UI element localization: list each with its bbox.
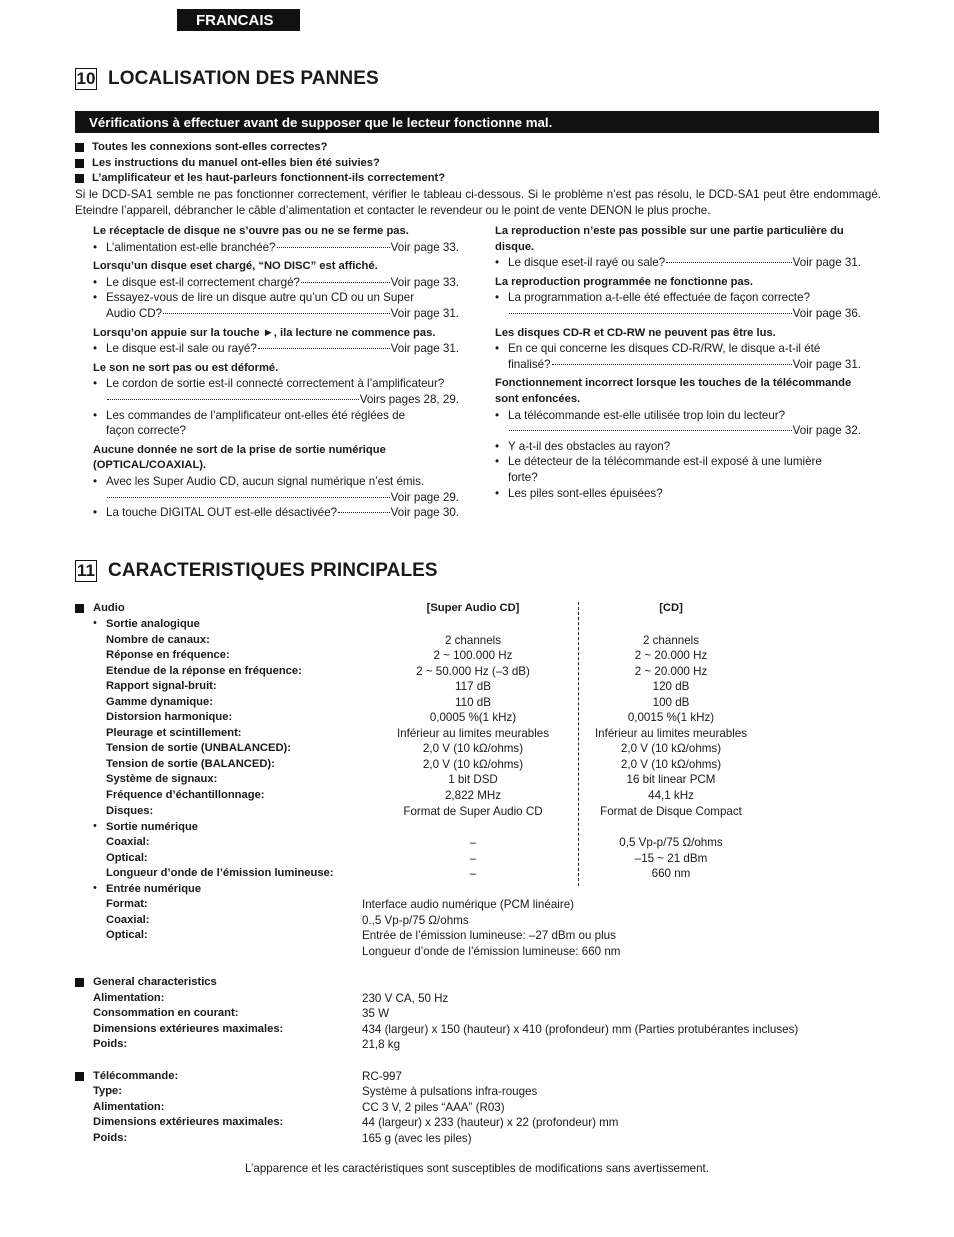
dot-leader <box>107 399 359 400</box>
spec-value: Système à pulsations infra-rouges <box>362 1085 538 1098</box>
problem-heading: La reproduction programmée ne fonctionne pas. <box>495 275 753 288</box>
sacd-value: 0,0005 %(1 kHz) <box>429 711 517 725</box>
page-reference-line <box>106 275 459 291</box>
page-reference: Voirs pages 28, 29. <box>359 392 459 406</box>
check-bullet <box>93 505 459 521</box>
spec-label: Type: <box>93 1085 123 1097</box>
check-item: Toutes les connexions sont-elles correctes? <box>75 140 881 156</box>
sacd-value: – <box>469 851 477 865</box>
check-text: • L’alimentation est-elle branchée? <box>106 240 276 254</box>
page-reference: Voir page 29. <box>390 490 459 504</box>
check-bullet <box>93 275 459 291</box>
sacd-value: 2,0 V (10 kΩ/ohms) <box>422 742 524 756</box>
page-reference-line <box>106 240 459 256</box>
square-bullet-icon <box>75 604 84 613</box>
page-reference: Voir page 31. <box>792 357 861 371</box>
cd-value: 660 nm <box>651 867 691 881</box>
square-bullet-icon <box>75 143 84 152</box>
check-item: Les instructions du manuel ont-elles bien été suivies? <box>75 156 881 172</box>
sacd-value: 1 bit DSD <box>448 773 498 787</box>
digital-output-heading: Sortie numérique <box>106 820 199 833</box>
page-reference-line <box>106 505 459 521</box>
page-reference: Voir page 31. <box>390 342 459 356</box>
spec-label: Etendue de la réponse en fréquence: <box>106 664 302 677</box>
troubleshooting-banner: Vérifications à effectuer avant de supposer que le lecteur fonctionne mal. <box>75 111 879 133</box>
cd-value: 2 channels <box>642 633 700 647</box>
page-reference-line <box>106 490 459 506</box>
square-bullet-icon <box>75 978 84 987</box>
check-bullet <box>495 341 861 372</box>
spec-value: 0.,5 Vp-p/75 Ω/ohms <box>362 913 469 927</box>
page-reference-line <box>508 255 861 271</box>
check-text: • Y a-t-il des obstacles au rayon? <box>508 439 671 453</box>
cd-value: 0,0015 %(1 kHz) <box>627 711 715 725</box>
problem-heading: Aucune donnée ne sort de la prise de sortie numérique (OPTICAL/COAXIAL). <box>93 443 386 472</box>
check-bullet <box>495 408 861 439</box>
analog-output-heading: Sortie analogique <box>106 618 200 630</box>
remote-model: RC-997 <box>362 1069 402 1083</box>
check-bullet <box>495 486 861 502</box>
problem-heading: Lorsqu’on appuie sur la touche ►, ila lecture ne commence pas. <box>93 326 436 339</box>
check-text: • Les piles sont-elles épuisées? <box>508 486 663 500</box>
cd-value: 2,0 V (10 kΩ/ohms) <box>620 742 722 756</box>
spec-label: Poids: <box>93 1038 128 1051</box>
problem-heading: Les disques CD-R et CD-RW ne peuvent pas être lus. <box>495 326 776 339</box>
section-number: 11 <box>75 560 97 582</box>
spec-label: Fréquence d’échantillonnage: <box>106 789 265 801</box>
spec-label: Rapport signal-bruit: <box>106 680 217 693</box>
digital-input-heading: Entrée numérique <box>106 882 202 895</box>
dot-leader <box>509 313 792 314</box>
troubleshooting-group <box>93 224 459 255</box>
check-bullet <box>93 341 459 357</box>
sacd-column-header: [Super Audio CD] <box>426 602 520 614</box>
dot-leader <box>107 497 390 498</box>
check-bullet <box>93 376 459 407</box>
check-text: Audio CD? <box>106 306 163 320</box>
spec-label: Disques: <box>106 804 154 817</box>
sacd-value: Format de Super Audio CD <box>403 804 543 818</box>
check-bullet <box>93 474 459 505</box>
bullet-icon: • <box>93 881 97 894</box>
check-bullet <box>93 240 459 256</box>
spec-value: Entrée de l’émission lumineuse: –27 dBm ou plus <box>362 929 616 943</box>
check-bullet <box>495 290 861 321</box>
problem-heading: Fonctionnement incorrect lorsque les touches de la télécommande sont enfoncées. <box>495 377 852 405</box>
troubleshooting-group <box>495 376 861 501</box>
spec-label: Coaxial: <box>106 836 150 848</box>
cd-value: 2,0 V (10 kΩ/ohms) <box>620 757 722 771</box>
cd-value: Format de Disque Compact <box>600 804 742 818</box>
square-bullet-icon <box>75 174 84 183</box>
dot-leader <box>258 348 390 349</box>
cd-value: 2 ~ 20.000 Hz <box>634 649 708 663</box>
square-bullet-icon <box>75 1072 84 1081</box>
section-10-header <box>75 68 379 90</box>
troubleshooting-group <box>93 361 459 439</box>
page-reference-line <box>106 341 459 357</box>
spec-label: Système de signaux: <box>106 773 218 786</box>
spec-label: Tension de sortie (BALANCED): <box>106 757 275 770</box>
sacd-value: – <box>469 867 477 881</box>
troubleshooting-group <box>495 326 861 373</box>
spec-value: 434 (largeur) x 150 (hauteur) x 410 (profondeur) mm (Parties protubérantes incluses) <box>362 1022 799 1036</box>
spec-value: Interface audio numérique (PCM linéaire) <box>362 898 575 911</box>
dot-leader <box>277 247 390 248</box>
spec-value: 165 g (avec les piles) <box>362 1131 472 1145</box>
audio-heading: Audio <box>93 602 125 614</box>
check-text: • Le détecteur de la télécommande est-il exposé à une lumière <box>508 455 822 469</box>
troubleshooting-group <box>93 259 459 321</box>
spec-label: Dimensions extérieures maximales: <box>93 1116 284 1129</box>
troubleshooting-group <box>495 224 861 271</box>
column-divider <box>578 602 579 886</box>
spec-label: Réponse en fréquence: <box>106 649 230 662</box>
spec-label: Alimentation: <box>93 991 165 1004</box>
troubleshooting-group <box>495 275 861 322</box>
spec-label: Distorsion harmonique: <box>106 711 233 724</box>
footer-note: L’apparence et les caractéristiques sont susceptibles de modifications sans avertissement. <box>245 1162 709 1175</box>
check-text: • Essayez-vous de lire un disque autre qu’un CD ou un Super <box>106 291 415 305</box>
spec-value: 35 W <box>362 1007 390 1021</box>
spec-value: Longueur d’onde de l’émission lumineuse: 660 nm <box>362 944 621 958</box>
cd-value: 120 dB <box>652 680 690 694</box>
section-number: 10 <box>76 69 96 88</box>
bullet-icon: • <box>93 819 97 832</box>
sacd-value: 2,822 MHz <box>444 789 502 802</box>
check-text: • Le disque est-il sale ou rayé? <box>106 342 257 356</box>
check-bullet <box>495 255 861 271</box>
bullet-icon: • <box>93 617 97 629</box>
page-reference: Voir page 31. <box>390 306 459 320</box>
spec-label: Consommation en courant: <box>93 1007 239 1020</box>
troubleshooting-right-column <box>495 224 861 505</box>
check-text: • La télécommande est-elle utilisée trop loin du lecteur? <box>508 408 786 422</box>
cd-value: 16 bit linear PCM <box>626 773 716 787</box>
check-text: • La programmation a-t-elle été effectuée de façon correcte? <box>508 291 811 305</box>
check-text: • En ce qui concerne les disques CD-R/RW, le disque a-t-il été <box>508 342 821 356</box>
sacd-value: 117 dB <box>455 680 491 694</box>
spec-label: Gamme dynamique: <box>106 695 213 708</box>
spec-label: Alimentation: <box>93 1100 165 1113</box>
spec-label: Nombre de canaux: <box>106 633 210 646</box>
cd-value: –15 ~ 21 dBm <box>634 851 708 865</box>
spec-label: Tension de sortie (UNBALANCED): <box>106 742 292 755</box>
page-reference-line <box>106 306 459 322</box>
check-text: • Les commandes de l’amplificateur ont-elles été réglées de <box>106 408 406 422</box>
spec-value: 21,8 kg <box>362 1038 401 1052</box>
cd-value: Inférieur au limites meurables <box>594 726 748 740</box>
page-reference: Voir page 33. <box>390 275 459 289</box>
sacd-value: Inférieur au limites meurables <box>396 726 550 740</box>
sacd-value: 110 dB <box>455 695 491 709</box>
spec-value: CC 3 V, 2 piles “AAA” (R03) <box>362 1100 505 1114</box>
sacd-value: – <box>469 836 477 849</box>
check-bullet <box>93 408 459 439</box>
check-text: • Le disque est-il correctement chargé? <box>106 275 300 289</box>
preliminary-checks <box>75 140 881 219</box>
check-text: • Le disque eset-il rayé ou sale? <box>508 256 666 270</box>
spec-label: Longueur d’onde de l’émission lumineuse: <box>106 867 334 880</box>
check-text: forte? <box>508 470 538 484</box>
square-bullet-icon <box>75 159 84 168</box>
check-text: finalisé? <box>508 357 551 371</box>
section-11-header <box>75 560 438 582</box>
check-text: • Le cordon de sortie est-il connecté correctement à l’amplificateur? <box>106 377 445 391</box>
check-bullet <box>93 290 459 321</box>
dot-leader <box>163 313 390 314</box>
troubleshooting-group <box>93 326 459 357</box>
language-tab: FRANCAIS <box>177 9 300 31</box>
check-text: • Avec les Super Audio CD, aucun signal numérique n’est émis. <box>106 474 425 488</box>
page-reference: Voir page 32. <box>792 424 861 438</box>
spec-value: 44 (largeur) x 233 (hauteur) x 22 (profondeur) mm <box>362 1116 619 1130</box>
page-reference-line <box>508 423 861 439</box>
page-reference: Voir page 33. <box>390 240 459 254</box>
cd-value: 100 dB <box>652 695 690 709</box>
page-reference: Voir page 36. <box>792 306 861 320</box>
dot-leader <box>301 282 390 283</box>
troubleshooting-left-column <box>93 224 459 525</box>
cd-value: 44,1 kHz <box>648 789 694 802</box>
check-bullet <box>495 454 861 485</box>
spec-label: Dimensions extérieures maximales: <box>93 1022 284 1035</box>
page-reference-line <box>106 392 459 408</box>
sacd-value: 2 ~ 50.000 Hz (–3 dB) <box>416 664 530 678</box>
remote-heading: Télécommande: <box>93 1069 179 1082</box>
section-title: LOCALISATION DES PANNES <box>108 68 379 89</box>
cd-value: 0,5 Vp-p/75 Ω/ohms <box>619 836 723 849</box>
check-bullet <box>495 439 861 455</box>
cd-value: 2 ~ 20.000 Hz <box>634 664 708 678</box>
page-reference: Voir page 31. <box>792 256 861 270</box>
problem-heading: Lorsqu’un disque eset chargé, “NO DISC” est affiché. <box>93 260 378 273</box>
sacd-value: 2 channels <box>444 633 502 647</box>
page-reference-line <box>508 306 861 322</box>
spec-label: Coaxial: <box>106 913 150 926</box>
dot-leader <box>552 364 792 365</box>
check-item: L’amplificateur et les haut-parleurs fonctionnent-ils correctement? <box>75 171 881 187</box>
spec-value: 230 V CA, 50 Hz <box>362 991 449 1005</box>
problem-heading: Le son ne sort pas ou est déformé. <box>93 361 279 374</box>
sacd-value: 2,0 V (10 kΩ/ohms) <box>422 757 524 771</box>
dot-leader <box>338 512 390 513</box>
intro-paragraph: Si le DCD-SA1 semble ne pas fonctionner correctement, vérifier le tableau ci-dessous. Si le problème n’est pas résolu, le DCD-SA1 peut être endommagé. Eteindre l’appareil, débrancher le câble d’alimentation et contacter le revendeur ou le point de vente DENON le plus proche. <box>75 187 881 217</box>
page-reference-line <box>508 357 861 373</box>
section-title: CARACTERISTIQUES PRINCIPALES <box>108 560 438 581</box>
spec-label: Format: <box>106 898 148 910</box>
problem-heading: La reproduction n’este pas possible sur une partie particulière du disque. <box>495 225 844 253</box>
spec-label: Optical: <box>106 851 148 864</box>
page-reference: Voir page 30. <box>390 506 459 520</box>
dot-leader <box>509 430 792 431</box>
spec-label: Poids: <box>93 1131 128 1144</box>
sacd-value: 2 ~ 100.000 Hz <box>433 649 513 663</box>
dot-leader <box>666 262 791 263</box>
problem-heading: Le réceptacle de disque ne s’ouvre pas ou ne se ferme pas. <box>93 225 409 237</box>
check-text: • La touche DIGITAL OUT est-elle désactivée? <box>106 506 338 520</box>
general-heading: General characteristics <box>93 976 217 988</box>
spec-label: Optical: <box>106 929 148 942</box>
check-text: façon correcte? <box>106 424 186 438</box>
troubleshooting-group <box>93 443 459 521</box>
spec-label: Pleurage et scintillement: <box>106 726 242 739</box>
cd-column-header: [CD] <box>659 602 683 614</box>
